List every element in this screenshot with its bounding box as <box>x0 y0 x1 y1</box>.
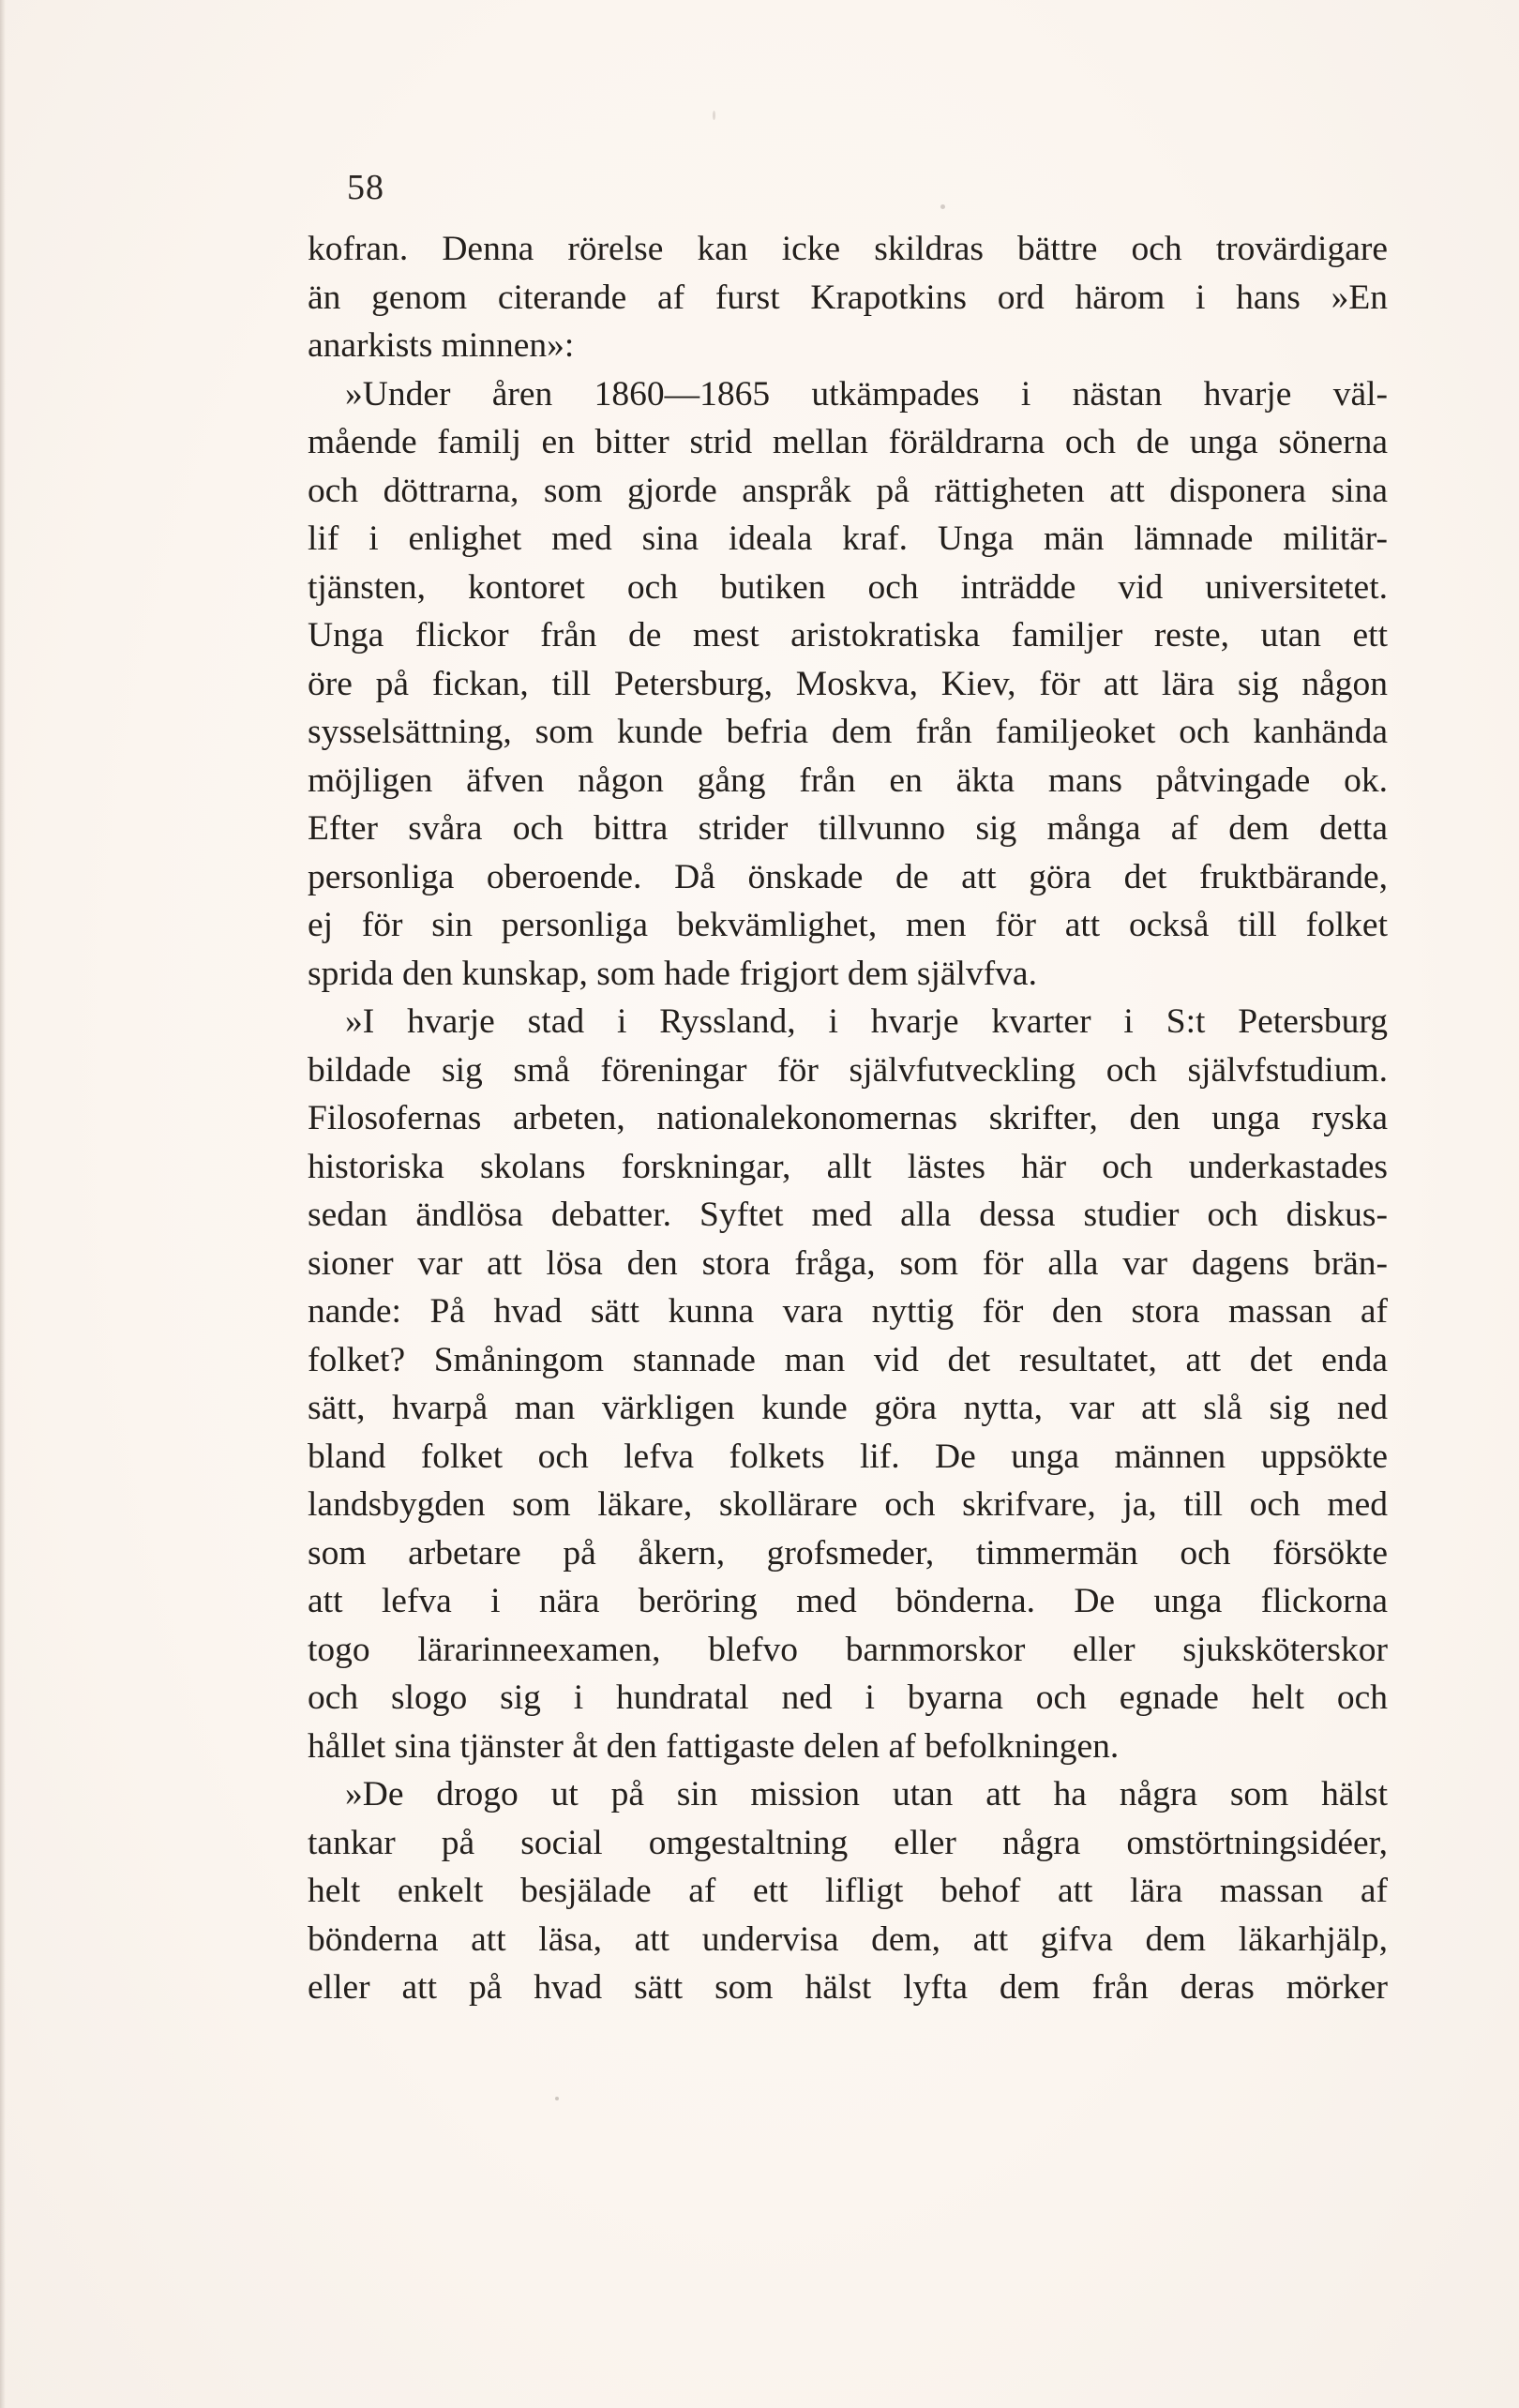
paper-speck <box>555 2097 559 2100</box>
text-line: Efter svåra och bittra strider tillvunno sig många af dem detta <box>308 809 1388 848</box>
text-line: Unga flickor från de mest aristokratiska familjer reste, utan ett <box>308 616 1388 655</box>
text-line: anarkists minnen»: <box>308 326 575 365</box>
text-line: sioner var att lösa den stora fråga, som för alla var dagens brän- <box>308 1243 1388 1283</box>
paper-speck <box>940 204 945 209</box>
paper-speck <box>1266 1885 1269 1888</box>
scan-edge <box>0 0 6 2408</box>
text-line: mående familj en bitter strid mellan föräldrarna och de unga sönerna <box>308 423 1388 461</box>
text-line: folket? Småningom stannade man vid det resultatet, att det enda <box>308 1340 1388 1379</box>
text-line: bönderna att läsa, att undervisa dem, att gifva dem läkarhjälp, <box>308 1919 1388 1959</box>
text-line: kofran. Denna rörelse kan icke skildras bättre och trovärdigare <box>308 230 1388 268</box>
text-line: »Under åren 1860—1865 utkämpades i nästan hvarje väl- <box>345 374 1388 414</box>
text-line: personliga oberoende. Då önskade de att göra det fruktbärande, <box>308 857 1388 896</box>
text-line: »I hvarje stad i Ryssland, i hvarje kvarter i S:t Petersburg <box>345 1002 1388 1041</box>
text-line: hållet sina tjänster åt den fattigaste delen af befolkningen. <box>308 1726 1120 1766</box>
text-line: lif i enlighet med sina ideala kraf. Unga män lämnade militär- <box>308 519 1388 558</box>
paper-speck <box>713 111 715 120</box>
text-line: och slogo sig i hundratal ned i byarna och egnade helt och <box>308 1678 1388 1717</box>
text-line: sedan ändlösa debatter. Syftet med alla dessa studier och diskus- <box>308 1196 1388 1234</box>
text-line: bildade sig små föreningar för självfutveckling och självfstudium. <box>308 1050 1388 1090</box>
text-line: sprida den kunskap, som hade frigjort dem självfva. <box>308 954 1037 993</box>
text-line: sysselsättning, som kunde befria dem från familjeoket och kanhända <box>308 713 1388 751</box>
text-line: möjligen äfven någon gång från en äkta mans påtvingade ok. <box>308 760 1388 800</box>
page-number: 58 <box>347 168 384 207</box>
text-line: ej för sin personliga bekvämlighet, men för att också till folket <box>308 906 1388 944</box>
text-line: »De drogo ut på sin mission utan att ha några som hälst <box>345 1775 1388 1814</box>
text-line: sätt, hvarpå man värkligen kunde göra nytta, var att slå sig ned <box>308 1389 1388 1427</box>
text-line: historiska skolans forskningar, allt lästes här och underkastades <box>308 1147 1388 1186</box>
text-line: nande: På hvad sätt kunna vara nyttig för den stora massan af <box>308 1292 1388 1331</box>
text-line: att lefva i nära beröring med bönderna. De unga flickorna <box>308 1582 1388 1620</box>
text-line: som arbetare på åkern, grofsmeder, timmermän och försökte <box>308 1533 1388 1573</box>
text-line: helt enkelt besjälade af ett lifligt behof att lära massan af <box>308 1872 1388 1910</box>
text-line: landsbygden som läkare, skollärare och skrifvare, ja, till och med <box>308 1485 1388 1524</box>
text-line: tjänsten, kontoret och butiken och inträdde vid universitetet. <box>308 567 1388 607</box>
text-line: Filosofernas arbeten, nationalekonomernas skrifter, den unga ryska <box>308 1099 1388 1137</box>
text-line: än genom citerande af furst Krapotkins ord härom i hans »En <box>308 278 1388 317</box>
text-line: tankar på social omgestaltning eller några omstörtningsidéer, <box>308 1823 1388 1862</box>
text-line: bland folket och lefva folkets lif. De unga männen uppsökte <box>308 1437 1388 1476</box>
text-line: eller att på hvad sätt som hälst lyfta dem från deras mörker <box>308 1968 1388 2007</box>
text-line: öre på fickan, till Petersburg, Moskva, Kiev, för att lära sig någon <box>308 664 1388 703</box>
text-line: togo lärarinneexamen, blefvo barnmorskor eller sjuksköterskor <box>308 1630 1388 1669</box>
text-line: och döttrarna, som gjorde anspråk på rättigheten att disponera sina <box>308 471 1388 510</box>
body-text <box>308 225 1388 2012</box>
